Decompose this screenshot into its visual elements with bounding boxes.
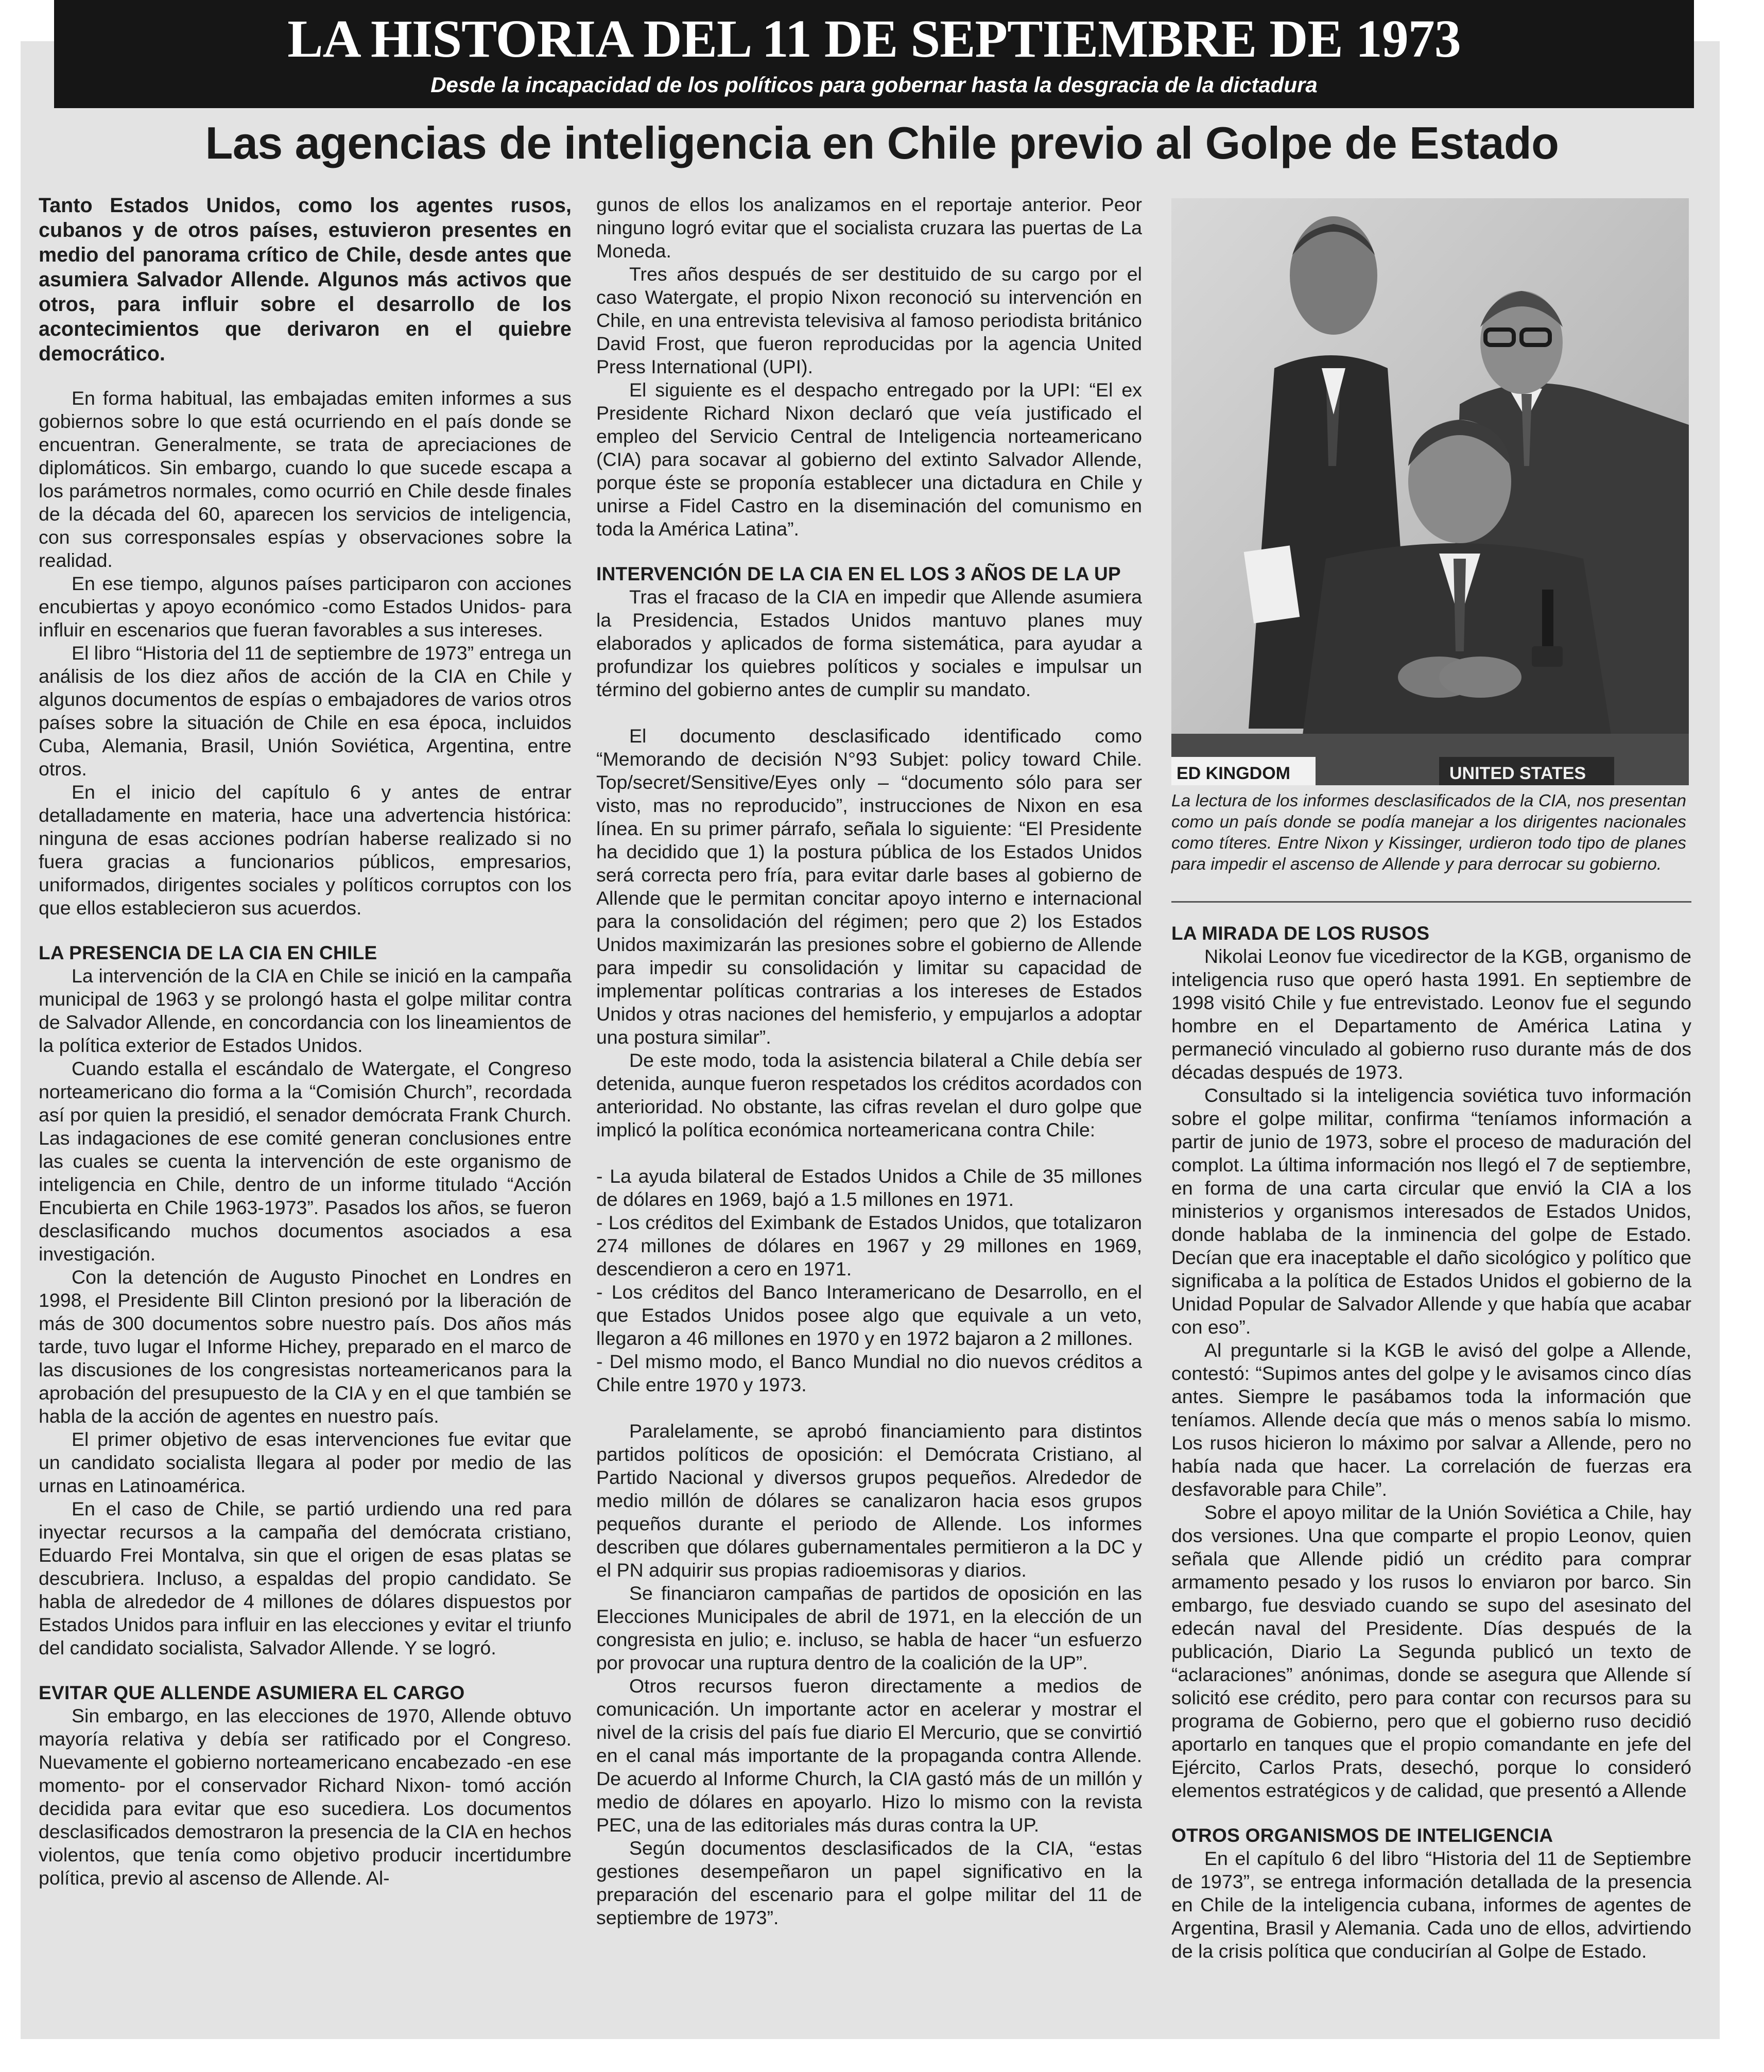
paragraph: El documento desclasificado identificado como “Memorando de decisión N°93 Subjet: policy toward Chile. Top/secret/Sensitive/Eyes only – “documento sólo para ser visto, mas no reproducido”, instrucciones de Nixon en esa línea. En su primer párrafo, señala lo siguiente: “El Presidente ha decidido que 1) la postura pública de los Estados Unidos será correcta pero fría, para evitar darle bases al gobierno de Allende que le permitan concitar apoyo interno e internacional para la consolidación del régimen; pero que 2) los Estados Unidos maximizarán las presiones sobre el gobierno de Allende para impedir su consolidación y limitar su capacidad de implementar políticas contrarias a los intereses de Estados Unidos y otras naciones del hemisferio, y empujarlos a adoptar una postura similar”. [596,725,1142,1048]
paragraph: Se financiaron campañas de partidos de oposición en las Elecciones Municipales de abril de 1971, en la elección de un congresista en julio; e. incluso, se habla de hacer “un esfuerzo por provocar una ruptura dentro de la coalición de la UP”. [596,1582,1142,1673]
paragraph: Sin embargo, en las elecciones de 1970, Allende obtuvo mayoría relativa y debía ser ratificado por el Congreso. Nuevamente el gobierno norteamericano encabezado -en ese momento- por el conservador Richard Nixon- tomó acción decidida para evitar que eso sucediera. Los documentos desclasificados demostraron la presencia de la CIA en hechos violentos, que tenía como objetivo producir incertidumbre política, previo al ascenso de Allende. Al- [39,1705,572,1889]
paragraph: Otros recursos fueron directamente a medios de comunicación. Un importante actor en acelerar y mostrar el nivel de la crisis del país fue diario El Mercurio, que se convirtió en el canal más importante de la propaganda contra Allende. De acuerdo al Informe Church, la CIA gastó más de un millón y medio de dólares en apoyarlo. Hizo lo mismo con la revista PEC, una de las editoriales más duras contra la UP. [596,1675,1142,1836]
list-item: - Los créditos del Eximbank de Estados Unidos, que totalizaron 274 millones de dólares en 1967 y 29 millones en 1969, descendieron a cero en 1971. [596,1212,1142,1280]
caption-divider [1171,901,1691,903]
paragraph: El libro “Historia del 11 de septiembre de 1973” entrega un análisis de los diez años de acción de la CIA en Chile y algunos documentos de espías o embajadores de varios otros países sobre la situación de Chile en esa época, incluidos Cuba, Alemania, Brasil, Unión Soviética, Argentina, entre otros. [39,642,572,780]
header-title: LA HISTORIA DEL 11 DE SEPTIEMBRE DE 1973 [287,9,1461,68]
section-heading: LA MIRADA DE LOS RUSOS [1171,923,1430,944]
nameplate-left: ED KINGDOM [1177,764,1290,783]
paragraph: El siguiente es el despacho entregado por la UPI: “El ex Presidente Richard Nixon declaró que veía justificado el empleo del Servicio Central de Inteligencia norteamericano (CIA) para socavar al gobierno del extinto Salvador Allende, porque éste se proponía establecer una dictadura en Chile y unirse a Fidel Castro en la diseminación del comunismo en toda la América Latina”. [596,379,1142,540]
person-left-head [1290,216,1377,335]
nameplate-right: UNITED STATES [1449,764,1586,783]
list-item: - La ayuda bilateral de Estados Unidos a Chile de 35 millones de dólares en 1969, bajó a 1.5 millones en 1971. [596,1165,1142,1210]
paragraph: En el caso de Chile, se partió urdiendo una red para inyectar recursos a la campaña del demócrata cristiano, Eduardo Frei Montalva, sin que el origen de esas platas se descubriera. Incluso, a espaldas del propio candidato. Se habla de alrededor de 4 millones de dólares dispuestos por Estados Unidos para influir en las elecciones y evitar el triunfo del candidato socialista, Salvador Allende. Y se logró. [39,1498,572,1659]
column-3 [1171,922,1691,1963]
section-heading: INTERVENCIÓN DE LA CIA EN EL LOS 3 AÑOS DE LA UP [596,563,1121,584]
paragraph: Sobre el apoyo militar de la Unión Soviética a Chile, hay dos versiones. Una que comparte el propio Leonov, quien señala que Allende pidió un crédito para comprar armamento pesado y los rusos lo enviaron por barco. Sin embargo, fue desviado cuando se supo del asesinato del edecán naval del Presidente. Días después de la publicación, Diario La Segunda publicó un texto de “aclaraciones” anónimas, donde se asegura que Allende sí solicitó ese crédito, pero para contar con recursos para su programa de Gobierno, pero que el gobierno ruso decidió aportarlo en tanques que el propio comandante en jefe del Ejército, Carlos Prats, desechó, porque lo consideró elementos estratégicos y de calidad, que presentó a Allende [1171,1501,1691,1801]
paragraph: gunos de ellos los analizamos en el reportaje anterior. Peor ninguno logró evitar que el socialista cruzara las puertas de La Moneda. [596,194,1142,262]
paragraph: En el capítulo 6 del libro “Historia del 11 de Septiembre de 1973”, se entrega información detallada de la presencia en Chile de la inteligencia cubana, informes de agentes de Argentina, Brasil y Alemania. Cada uno de ellos, advirtiendo de la crisis política que conducirían al Golpe de Estado. [1171,1847,1691,1962]
photo-caption: La lectura de los informes desclasificados de la CIA, nos presentan como un país donde se podía manejar a los dirigentes nacionales como títeres. Entre Nixon y Kissinger, urdieron todo tipo de planes para impedir el ascenso de Allende y para derrocar su gobierno. [1171,791,1686,874]
paragraph: Nikolai Leonov fue vicedirector de la KGB, organismo de inteligencia ruso que operó hasta 1991. En septiembre de 1998 visitó Chile y fue entrevistado. Leonov fue el segundo hombre en el Departamento de América Latina y permaneció vinculado al gobierno ruso durante más de dos décadas después de 1973. [1171,945,1691,1083]
paragraph: Tras el fracaso de la CIA en impedir que Allende asumiera la Presidencia, Estados Unidos mantuvo planes muy elaborados y aplicados de forma sistemática, para ayudar a profundizar los quiebres políticos y sociales e impulsar un término del gobierno antes de cumplir su mandato. [596,586,1142,700]
column-2 [596,193,1142,1929]
list-item: - Los créditos del Banco Interamericano de Desarrollo, en el que Estados Unidos posee algo que equivale a un veto, llegaron a 46 millones en 1970 y en 1972 bajaron a 2 millones. [596,1281,1142,1349]
article-headline: Las agencias de inteligencia en Chile previo al Golpe de Estado [205,117,1559,168]
paragraph: La intervención de la CIA en Chile se inició en la campaña municipal de 1963 y se prolongó hasta el golpe militar contra de Salvador Allende, en concordancia con los lineamientos de la política exterior de Estados Unidos. [39,965,572,1056]
section-heading: EVITAR QUE ALLENDE ASUMIERA EL CARGO [39,1682,465,1703]
paragraph: Con la detención de Augusto Pinochet en Londres en 1998, el Presidente Bill Clinton presionó por la liberación de más de 300 documentos sobre nuestro país. Dos años más tarde, tuvo lugar el Informe Hichey, preparado en el marco de las discusiones de los congresistas norteamericanos para la aprobación del presupuesto de la CIA y en el que también se habla de la acción de agentes en nuestro país. [39,1266,572,1427]
list-item: - Del mismo modo, el Banco Mundial no dio nuevos créditos a Chile entre 1970 y 1973. [596,1351,1142,1395]
article-photo [1171,198,1689,785]
section-heading: LA PRESENCIA DE LA CIA EN CHILE [39,942,377,963]
header-band [54,0,1694,108]
paragraph: En ese tiempo, algunos países participaron con acciones encubiertas y apoyo económico -como Estados Unidos- para influir en escenarios que fueran favorables a sus intereses. [39,573,572,641]
paragraph: Consultado si la inteligencia soviética tuvo información sobre el golpe militar, confirma “teníamos información a partir de junio de 1973, sobre el proceso de maduración del complot. La última información nos llegó el 7 de septiembre, en forma de una carta circular que envió la CIA a los ministerios y organismos interesados de Estados Unidos, donde hablaba de la inminencia del golpe de Estado. Decían que era inaceptable el daño sicológico y político que significaba a la política de Estados Unidos el gobierno de la Unidad Popular de Salvador Allende y que había que acabar con eso”. [1171,1084,1691,1338]
section-heading: OTROS ORGANISMOS DE INTELIGENCIA [1171,1825,1553,1846]
article-lead: Tanto Estados Unidos, como los agentes rusos, cubanos y de otros países, estuvieron presentes en medio del panorama crítico de Chile, desde antes que asumiera Salvador Allende. Algunos más activos que otros, para influir sobre el desarrollo de los acontecimientos que derivaron en el quiebre democrático. [39,194,572,365]
header-subtitle: Desde la incapacidad de los políticos para gobernar hasta la desgracia de la dictadura [430,73,1318,97]
paragraph: Paralelamente, se aprobó financiamiento para distintos partidos políticos de oposición: el Demócrata Cristiano, al Partido Nacional y diversos grupos pequeños. Alrededor de medio millón de dólares se canalizaron hacia esos grupos pequeños durante el periodo de Allende. Los informes describen que dólares gubernamentales permitieron a la DC y el PN adquirir sus propias radioemisoras y diarios. [596,1420,1142,1581]
paragraph: En forma habitual, las embajadas emiten informes a sus gobiernos sobre lo que está ocurriendo en el país donde se encuentran. Generalmente, se trata de apreciaciones de diplomáticos. Sin embargo, cuando lo que sucede escapa a los parámetros normales, como ocurrió en Chile desde finales de la década del 60, aparecen los servicios de inteligencia, con sus corresponsales espías y observaciones sobre la realidad. [39,387,572,571]
column-1 [39,193,572,1890]
paragraph: Tres años después de ser destituido de su cargo por el caso Watergate, el propio Nixon reconoció su intervención en Chile, en una entrevista televisiva al famoso periodista británico David Frost, que fueron reproducidas por la agencia United Press International (UPI). [596,263,1142,377]
paragraph: En el inicio del capítulo 6 y antes de entrar detalladamente en materia, hace una advertencia histórica: ninguna de esas acciones podrían haberse realizado si no fuera gracias a funcionarios públicos, empresarios, uniformados, dirigentes sociales y políticos corruptos con los que ellos establecieron sus acuerdos. [39,781,572,919]
paragraph: Cuando estalla el escándalo de Watergate, el Congreso norteamericano dio forma a la “Comisión Church”, recordada así por quien la presidió, el senador demócrata Frank Church. Las indagaciones de ese comité generan conclusiones entre las cuales se cuenta la intervención de este organismo de inteligencia en Chile, dentro de un informe titulado “Acción Encubierta en Chile 1963-1973”. Pasados los años, se fueron desclasificando muchos documentos asociados a esa investigación. [39,1058,572,1265]
paragraph: Al preguntarle si la KGB le avisó del golpe a Allende, contestó: “Supimos antes del golpe y le avisamos cinco días antes. Siempre le pasábamos toda la información que teníamos. Allende decía que más o menos sabía lo mismo. Los rusos hicieron lo máximo por salvar a Allende, pero no había nada que hacer. La correlación de fuerzas era desfavorable para Chile”. [1171,1339,1691,1500]
paragraph: El primer objetivo de esas intervenciones fue evitar que un candidato socialista llegara al poder por medio de las urnas en Latinoamérica. [39,1428,572,1496]
paragraph: Según documentos desclasificados de la CIA, “estas gestiones desempeñaron un papel significativo en la preparación del escenario para el golpe militar del 11 de septiembre de 1973”. [596,1837,1142,1928]
paragraph: De este modo, toda la asistencia bilateral a Chile debía ser detenida, aunque fueron respetados los créditos acordados con anterioridad. No obstante, las cifras revelan el duro golpe que implicó la política económica norteamericana contra Chile: [596,1049,1142,1141]
